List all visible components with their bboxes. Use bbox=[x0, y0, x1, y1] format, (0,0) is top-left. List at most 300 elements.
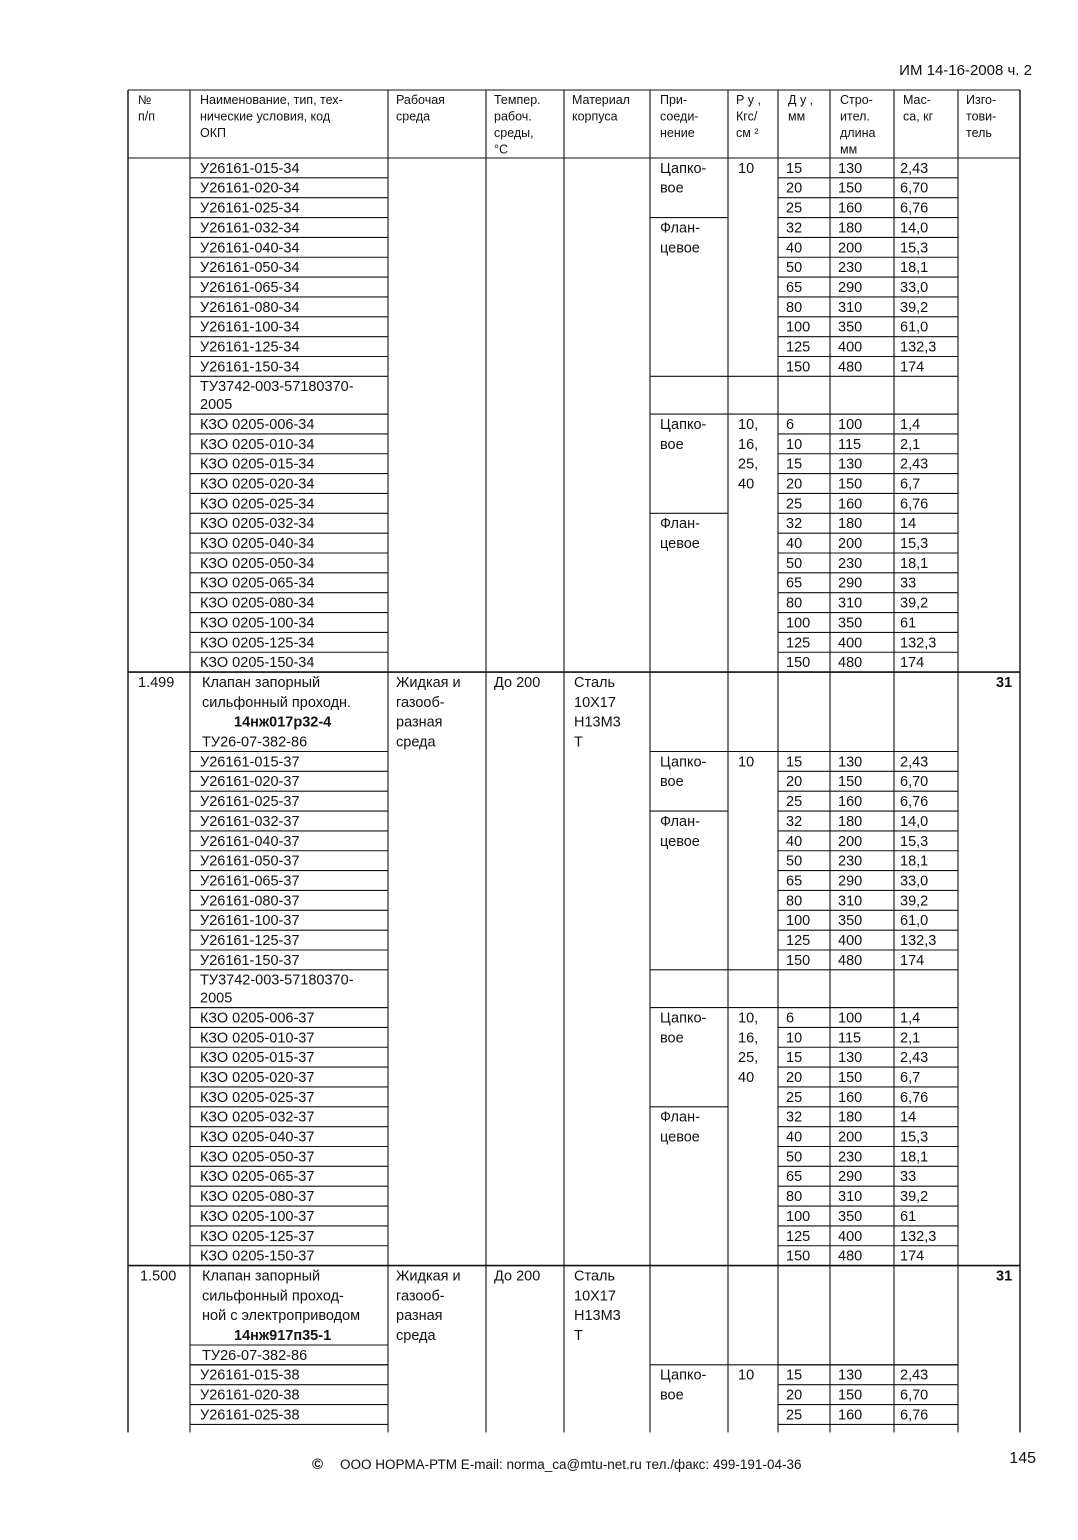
model-code: КЗО 0205-040-34 bbox=[200, 536, 315, 552]
manufacturer-code: 31 bbox=[996, 1268, 1013, 1285]
nominal-diameter: 65 bbox=[786, 1169, 803, 1186]
mass-kg: 18,1 bbox=[900, 555, 929, 572]
header-medium: Рабочая bbox=[396, 93, 445, 107]
copyright-icon: © bbox=[312, 1456, 324, 1473]
model-code: У26161-020-37 bbox=[200, 774, 300, 791]
mass-kg: 2,43 bbox=[900, 160, 929, 177]
model-code: КЗО 0205-065-37 bbox=[200, 1169, 315, 1186]
nominal-diameter: 150 bbox=[786, 1248, 811, 1265]
nominal-diameter: 150 bbox=[786, 655, 811, 672]
mass-kg: 2,1 bbox=[900, 436, 921, 453]
nominal-diameter: 25 bbox=[786, 496, 803, 513]
model-code: У26161-040-34 bbox=[200, 240, 300, 257]
construction-length: 180 bbox=[838, 813, 863, 830]
model-code: У26161-050-37 bbox=[200, 853, 300, 870]
connection-flange: Флан- bbox=[660, 220, 700, 237]
mass-kg: 132,3 bbox=[900, 1228, 937, 1245]
working-medium: разная bbox=[396, 1308, 443, 1325]
nominal-diameter: 40 bbox=[786, 833, 803, 850]
mass-kg: 15,3 bbox=[900, 1129, 929, 1146]
nominal-pressure: 25, bbox=[738, 456, 759, 473]
model-code: У26161-125-34 bbox=[200, 339, 300, 356]
mass-kg: 33 bbox=[900, 575, 917, 592]
nominal-pressure: 10, bbox=[738, 1010, 759, 1027]
construction-length: 480 bbox=[838, 655, 863, 672]
mass-kg: 33 bbox=[900, 1169, 917, 1186]
header-connection: соеди- bbox=[660, 109, 699, 124]
mass-kg: 39,2 bbox=[900, 893, 929, 910]
model-code: КЗО 0205-040-37 bbox=[200, 1129, 315, 1146]
model-code: КЗО 0205-150-37 bbox=[200, 1248, 315, 1265]
construction-length: 480 bbox=[838, 359, 863, 376]
model-code: КЗО 0205-025-34 bbox=[200, 496, 315, 513]
nominal-pressure: 16, bbox=[738, 1030, 759, 1047]
header-name: нические условия, код bbox=[200, 109, 331, 124]
mass-kg: 14,0 bbox=[900, 813, 929, 830]
construction-length: 310 bbox=[838, 595, 863, 612]
model-code: КЗО 0205-050-37 bbox=[200, 1149, 315, 1166]
header-temperature: рабоч. bbox=[494, 109, 532, 124]
model-code: У26161-025-34 bbox=[200, 200, 300, 217]
header-maker: тови- bbox=[966, 109, 997, 124]
construction-length: 400 bbox=[838, 635, 863, 652]
nominal-diameter: 32 bbox=[786, 1109, 803, 1126]
connection-flange: Флан- bbox=[660, 813, 700, 830]
construction-length: 180 bbox=[838, 516, 863, 533]
header-mass: са, кг bbox=[903, 109, 934, 124]
model-code: У26161-032-34 bbox=[200, 220, 300, 237]
connection-coupling: вое bbox=[660, 436, 684, 453]
model-code: КЗО 0205-125-37 bbox=[200, 1228, 315, 1245]
publisher-contacts: ООО НОРМА-РТМ E-mail: norma_ca@mtu-net.ru тел./факс: 499-191-04-36 bbox=[340, 1457, 802, 1472]
header-length: мм bbox=[840, 142, 858, 157]
mass-kg: 61 bbox=[900, 615, 917, 632]
nominal-diameter: 15 bbox=[786, 456, 803, 473]
nominal-diameter: 20 bbox=[786, 476, 803, 493]
nominal-diameter: 125 bbox=[786, 933, 811, 949]
mass-kg: 6,70 bbox=[900, 180, 929, 197]
connection-flange: Флан- bbox=[660, 1109, 700, 1126]
connection-coupling: вое bbox=[660, 1030, 684, 1047]
connection-flange: цевое bbox=[660, 536, 700, 552]
model-code: У26161-040-37 bbox=[200, 833, 300, 850]
mass-kg: 174 bbox=[900, 359, 925, 376]
nominal-diameter: 32 bbox=[786, 516, 803, 533]
nominal-diameter: 15 bbox=[786, 754, 803, 771]
connection-coupling: Цапко- bbox=[660, 754, 707, 771]
valve-type: 14нж017р32-4 bbox=[234, 714, 332, 731]
body-material: Т bbox=[574, 1328, 583, 1344]
construction-length: 200 bbox=[838, 240, 863, 257]
nominal-diameter: 125 bbox=[786, 339, 811, 356]
construction-length: 310 bbox=[838, 299, 863, 316]
mass-kg: 61 bbox=[900, 1208, 917, 1225]
model-code: У26161-015-38 bbox=[200, 1367, 300, 1384]
spec-code: ТУ26-07-382-86 bbox=[202, 1347, 308, 1364]
mass-kg: 6,76 bbox=[900, 794, 929, 811]
header-diameter: Д у , bbox=[788, 93, 814, 107]
connection-flange: Флан- bbox=[660, 516, 700, 533]
model-code: У26161-100-34 bbox=[200, 319, 300, 336]
mass-kg: 39,2 bbox=[900, 1189, 929, 1206]
header-pressure: см ² bbox=[736, 126, 759, 140]
item-name: Клапан запорный bbox=[202, 674, 321, 691]
header-temperature: среды, bbox=[494, 126, 534, 140]
construction-length: 160 bbox=[838, 794, 863, 811]
model-code: КЗО 0205-032-34 bbox=[200, 516, 315, 533]
model-code: У26161-080-37 bbox=[200, 893, 300, 910]
model-code: КЗО 0205-050-34 bbox=[200, 555, 315, 572]
mass-kg: 6,76 bbox=[900, 1089, 929, 1106]
working-medium: среда bbox=[396, 734, 436, 751]
mass-kg: 6,76 bbox=[900, 200, 929, 217]
nominal-diameter: 25 bbox=[786, 794, 803, 811]
construction-length: 180 bbox=[838, 1109, 863, 1126]
mass-kg: 18,1 bbox=[900, 1149, 929, 1166]
construction-length: 115 bbox=[838, 436, 862, 453]
working-medium: газооб- bbox=[396, 694, 445, 711]
model-code: У26161-150-37 bbox=[200, 952, 300, 969]
nominal-pressure: 10, bbox=[738, 416, 759, 433]
nominal-diameter: 65 bbox=[786, 873, 803, 890]
mass-kg: 15,3 bbox=[900, 536, 929, 552]
nominal-pressure: 10 bbox=[738, 754, 755, 771]
spec-code: ТУ26-07-382-86 bbox=[202, 734, 308, 751]
nominal-pressure: 16, bbox=[738, 436, 759, 453]
header-medium: среда bbox=[396, 109, 431, 124]
model-code: У26161-015-34 bbox=[200, 160, 300, 177]
mass-kg: 2,43 bbox=[900, 1050, 929, 1067]
header-number: п/п bbox=[138, 109, 156, 124]
model-code: КЗО 0205-015-37 bbox=[200, 1050, 315, 1067]
manufacturer-code: 31 bbox=[996, 674, 1013, 691]
mass-kg: 1,4 bbox=[900, 1010, 921, 1027]
nominal-diameter: 40 bbox=[786, 240, 803, 257]
nominal-diameter: 100 bbox=[786, 615, 811, 632]
body-material: 10Х17 bbox=[574, 1288, 616, 1305]
construction-length: 150 bbox=[838, 476, 863, 493]
construction-length: 310 bbox=[838, 893, 863, 910]
nominal-diameter: 25 bbox=[786, 200, 803, 217]
model-code: У26161-020-38 bbox=[200, 1387, 300, 1404]
construction-length: 130 bbox=[838, 160, 863, 177]
construction-length: 400 bbox=[838, 933, 863, 949]
construction-length: 350 bbox=[838, 615, 863, 632]
header-temperature: Темпер. bbox=[494, 93, 541, 107]
nominal-diameter: 125 bbox=[786, 635, 811, 652]
construction-length: 350 bbox=[838, 319, 863, 336]
nominal-diameter: 32 bbox=[786, 220, 803, 237]
nominal-diameter: 80 bbox=[786, 1189, 803, 1206]
nominal-diameter: 65 bbox=[786, 279, 803, 296]
header-length: Стро- bbox=[840, 93, 873, 107]
construction-length: 150 bbox=[838, 1387, 863, 1404]
nominal-diameter: 40 bbox=[786, 536, 803, 552]
header-length: длина bbox=[840, 126, 876, 140]
connection-flange: цевое bbox=[660, 240, 700, 257]
body-material: Т bbox=[574, 734, 583, 751]
header-mass: Мас- bbox=[903, 93, 931, 107]
nominal-diameter: 100 bbox=[786, 913, 811, 930]
model-code: У26161-025-37 bbox=[200, 794, 300, 811]
mass-kg: 14,0 bbox=[900, 220, 929, 237]
header-material: корпуса bbox=[572, 109, 618, 124]
nominal-diameter: 80 bbox=[786, 595, 803, 612]
model-code: КЗО 0205-065-34 bbox=[200, 575, 315, 592]
construction-length: 290 bbox=[838, 1169, 863, 1186]
nominal-diameter: 50 bbox=[786, 260, 803, 277]
nominal-pressure: 40 bbox=[738, 1069, 755, 1086]
model-code: У26161-125-37 bbox=[200, 933, 300, 949]
model-code: КЗО 0205-100-37 bbox=[200, 1208, 315, 1225]
construction-length: 290 bbox=[838, 279, 863, 296]
nominal-diameter: 100 bbox=[786, 1208, 811, 1225]
working-medium: разная bbox=[396, 714, 443, 731]
working-medium: Жидкая и bbox=[396, 1268, 461, 1285]
mass-kg: 61,0 bbox=[900, 319, 929, 336]
nominal-diameter: 20 bbox=[786, 774, 803, 791]
connection-coupling: Цапко- bbox=[660, 1367, 707, 1384]
model-code: У26161-100-37 bbox=[200, 913, 300, 930]
item-name: сильфонный проход- bbox=[202, 1288, 344, 1305]
construction-length: 350 bbox=[838, 1208, 863, 1225]
construction-length: 130 bbox=[838, 456, 863, 473]
model-code: У26161-015-37 bbox=[200, 754, 300, 771]
construction-length: 200 bbox=[838, 1129, 863, 1146]
construction-length: 400 bbox=[838, 1228, 863, 1245]
mass-kg: 15,3 bbox=[900, 833, 929, 850]
item-name: ной с электроприводом bbox=[202, 1308, 361, 1325]
construction-length: 100 bbox=[838, 416, 863, 433]
construction-length: 130 bbox=[838, 754, 863, 771]
nominal-diameter: 50 bbox=[786, 1149, 803, 1166]
header-length: ител. bbox=[840, 109, 870, 124]
item-number: 1.500 bbox=[140, 1268, 177, 1285]
model-code: У26161-050-34 bbox=[200, 260, 300, 277]
nominal-diameter: 125 bbox=[786, 1228, 811, 1245]
mass-kg: 132,3 bbox=[900, 339, 937, 356]
header-pressure: Кгс/ bbox=[736, 109, 758, 124]
model-code: КЗО 0205-032-37 bbox=[200, 1109, 315, 1126]
temperature: До 200 bbox=[494, 674, 541, 691]
connection-flange: цевое bbox=[660, 833, 700, 850]
model-code: У26161-080-34 bbox=[200, 299, 300, 316]
mass-kg: 18,1 bbox=[900, 853, 929, 870]
construction-length: 115 bbox=[838, 1030, 862, 1047]
construction-length: 160 bbox=[838, 1407, 863, 1424]
page-number: 145 bbox=[1009, 1450, 1036, 1467]
mass-kg: 2,43 bbox=[900, 1367, 929, 1384]
header-material: Материал bbox=[572, 93, 630, 107]
nominal-diameter: 15 bbox=[786, 160, 803, 177]
construction-length: 480 bbox=[838, 952, 863, 969]
model-code: КЗО 0205-080-34 bbox=[200, 595, 315, 612]
header-temperature: °С bbox=[494, 142, 509, 157]
item-name: сильфонный проходн. bbox=[202, 694, 352, 711]
connection-coupling: вое bbox=[660, 180, 684, 197]
nominal-diameter: 6 bbox=[786, 416, 795, 433]
item-number: 1.499 bbox=[138, 674, 175, 691]
mass-kg: 6,7 bbox=[900, 1069, 921, 1086]
model-code: КЗО 0205-150-34 bbox=[200, 655, 315, 672]
spec-code: ТУ3742-003-57180370- bbox=[200, 379, 354, 396]
nominal-diameter: 150 bbox=[786, 952, 811, 969]
mass-kg: 18,1 bbox=[900, 260, 929, 277]
nominal-diameter: 80 bbox=[786, 893, 803, 910]
nominal-diameter: 100 bbox=[786, 319, 811, 336]
document-code: ИМ 14-16-2008 ч. 2 bbox=[899, 62, 1032, 79]
nominal-diameter: 80 bbox=[786, 299, 803, 316]
construction-length: 310 bbox=[838, 1189, 863, 1206]
body-material: Н13М3 bbox=[574, 1308, 621, 1325]
model-code: КЗО 0205-125-34 bbox=[200, 635, 315, 652]
construction-length: 480 bbox=[838, 1248, 863, 1265]
model-code: У26161-065-37 bbox=[200, 873, 300, 890]
temperature: До 200 bbox=[494, 1268, 541, 1285]
nominal-diameter: 32 bbox=[786, 813, 803, 830]
connection-coupling: Цапко- bbox=[660, 160, 707, 177]
mass-kg: 14 bbox=[900, 1109, 917, 1126]
model-code: КЗО 0205-025-37 bbox=[200, 1089, 315, 1106]
nominal-pressure: 10 bbox=[738, 160, 755, 177]
mass-kg: 33,0 bbox=[900, 279, 929, 296]
nominal-diameter: 150 bbox=[786, 359, 811, 376]
nominal-pressure: 10 bbox=[738, 1367, 755, 1384]
model-code: КЗО 0205-100-34 bbox=[200, 615, 315, 632]
mass-kg: 174 bbox=[900, 952, 925, 969]
mass-kg: 15,3 bbox=[900, 240, 929, 257]
construction-length: 160 bbox=[838, 200, 863, 217]
model-code: У26161-020-34 bbox=[200, 180, 300, 197]
construction-length: 150 bbox=[838, 180, 863, 197]
construction-length: 150 bbox=[838, 774, 863, 791]
spec-code: 2005 bbox=[200, 397, 233, 414]
mass-kg: 2,1 bbox=[900, 1030, 921, 1047]
nominal-diameter: 20 bbox=[786, 1069, 803, 1086]
mass-kg: 2,43 bbox=[900, 754, 929, 771]
model-code: У26161-065-34 bbox=[200, 279, 300, 296]
nominal-diameter: 25 bbox=[786, 1407, 803, 1424]
header-pressure: Р у , bbox=[736, 93, 762, 107]
working-medium: среда bbox=[396, 1328, 436, 1344]
working-medium: газооб- bbox=[396, 1288, 445, 1305]
header-name: Наименование, тип, тех- bbox=[200, 93, 343, 107]
mass-kg: 6,70 bbox=[900, 774, 929, 791]
body-material: 10Х17 bbox=[574, 694, 616, 711]
model-code: У26161-150-34 bbox=[200, 359, 300, 376]
model-code: КЗО 0205-080-37 bbox=[200, 1189, 315, 1206]
construction-length: 350 bbox=[838, 913, 863, 930]
nominal-diameter: 15 bbox=[786, 1367, 803, 1384]
header-number: № bbox=[138, 93, 152, 107]
spec-code: 2005 bbox=[200, 990, 233, 1007]
mass-kg: 174 bbox=[900, 655, 925, 672]
mass-kg: 61,0 bbox=[900, 913, 929, 930]
model-code: КЗО 0205-010-37 bbox=[200, 1030, 315, 1047]
nominal-diameter: 15 bbox=[786, 1050, 803, 1067]
nominal-diameter: 40 bbox=[786, 1129, 803, 1146]
nominal-diameter: 65 bbox=[786, 575, 803, 592]
construction-length: 130 bbox=[838, 1050, 863, 1067]
mass-kg: 6,76 bbox=[900, 496, 929, 513]
mass-kg: 33,0 bbox=[900, 873, 929, 890]
construction-length: 150 bbox=[838, 1069, 863, 1086]
construction-length: 230 bbox=[838, 853, 863, 870]
valve-type: 14нж917п35-1 bbox=[234, 1328, 332, 1344]
construction-length: 230 bbox=[838, 260, 863, 277]
construction-length: 130 bbox=[838, 1367, 863, 1384]
nominal-pressure: 40 bbox=[738, 476, 755, 493]
connection-coupling: Цапко- bbox=[660, 416, 707, 433]
nominal-diameter: 50 bbox=[786, 555, 803, 572]
mass-kg: 1,4 bbox=[900, 416, 921, 433]
item-name: Клапан запорный bbox=[202, 1268, 321, 1285]
header-name: ОКП bbox=[200, 126, 226, 140]
construction-length: 230 bbox=[838, 1149, 863, 1166]
construction-length: 160 bbox=[838, 496, 863, 513]
model-code: КЗО 0205-006-37 bbox=[200, 1010, 315, 1027]
model-code: У26161-032-37 bbox=[200, 813, 300, 830]
connection-flange: цевое bbox=[660, 1129, 700, 1146]
nominal-diameter: 10 bbox=[786, 1030, 803, 1047]
model-code: КЗО 0205-015-34 bbox=[200, 456, 315, 473]
mass-kg: 39,2 bbox=[900, 595, 929, 612]
construction-length: 400 bbox=[838, 339, 863, 356]
body-material: Сталь bbox=[574, 674, 616, 691]
working-medium: Жидкая и bbox=[396, 674, 461, 691]
nominal-diameter: 50 bbox=[786, 853, 803, 870]
model-code: КЗО 0205-020-37 bbox=[200, 1069, 315, 1086]
header-diameter: мм bbox=[788, 109, 806, 124]
construction-length: 160 bbox=[838, 1089, 863, 1106]
construction-length: 180 bbox=[838, 220, 863, 237]
spec-code: ТУ3742-003-57180370- bbox=[200, 972, 354, 989]
construction-length: 200 bbox=[838, 833, 863, 850]
header-maker: тель bbox=[966, 126, 992, 140]
mass-kg: 2,43 bbox=[900, 456, 929, 473]
mass-kg: 132,3 bbox=[900, 933, 937, 949]
nominal-diameter: 10 bbox=[786, 436, 803, 453]
model-code: У26161-025-38 bbox=[200, 1407, 300, 1424]
construction-length: 290 bbox=[838, 575, 863, 592]
connection-coupling: Цапко- bbox=[660, 1010, 707, 1027]
construction-length: 200 bbox=[838, 536, 863, 552]
mass-kg: 14 bbox=[900, 516, 917, 533]
mass-kg: 6,7 bbox=[900, 476, 921, 493]
header-connection: нение bbox=[660, 126, 695, 140]
nominal-diameter: 6 bbox=[786, 1010, 795, 1027]
connection-coupling: вое bbox=[660, 774, 684, 791]
model-code: КЗО 0205-010-34 bbox=[200, 436, 315, 453]
model-code: КЗО 0205-006-34 bbox=[200, 416, 315, 433]
construction-length: 290 bbox=[838, 873, 863, 890]
header-connection: При- bbox=[660, 93, 688, 107]
mass-kg: 39,2 bbox=[900, 299, 929, 316]
connection-coupling: вое bbox=[660, 1387, 684, 1404]
nominal-pressure: 25, bbox=[738, 1050, 759, 1067]
model-code: КЗО 0205-020-34 bbox=[200, 476, 315, 493]
construction-length: 230 bbox=[838, 555, 863, 572]
nominal-diameter: 20 bbox=[786, 180, 803, 197]
mass-kg: 132,3 bbox=[900, 635, 937, 652]
mass-kg: 174 bbox=[900, 1248, 925, 1265]
body-material: Сталь bbox=[574, 1268, 616, 1285]
construction-length: 100 bbox=[838, 1010, 863, 1027]
footer bbox=[0, 1452, 1078, 1482]
mass-kg: 6,76 bbox=[900, 1407, 929, 1424]
nominal-diameter: 25 bbox=[786, 1089, 803, 1106]
body-material: Н13М3 bbox=[574, 714, 621, 731]
